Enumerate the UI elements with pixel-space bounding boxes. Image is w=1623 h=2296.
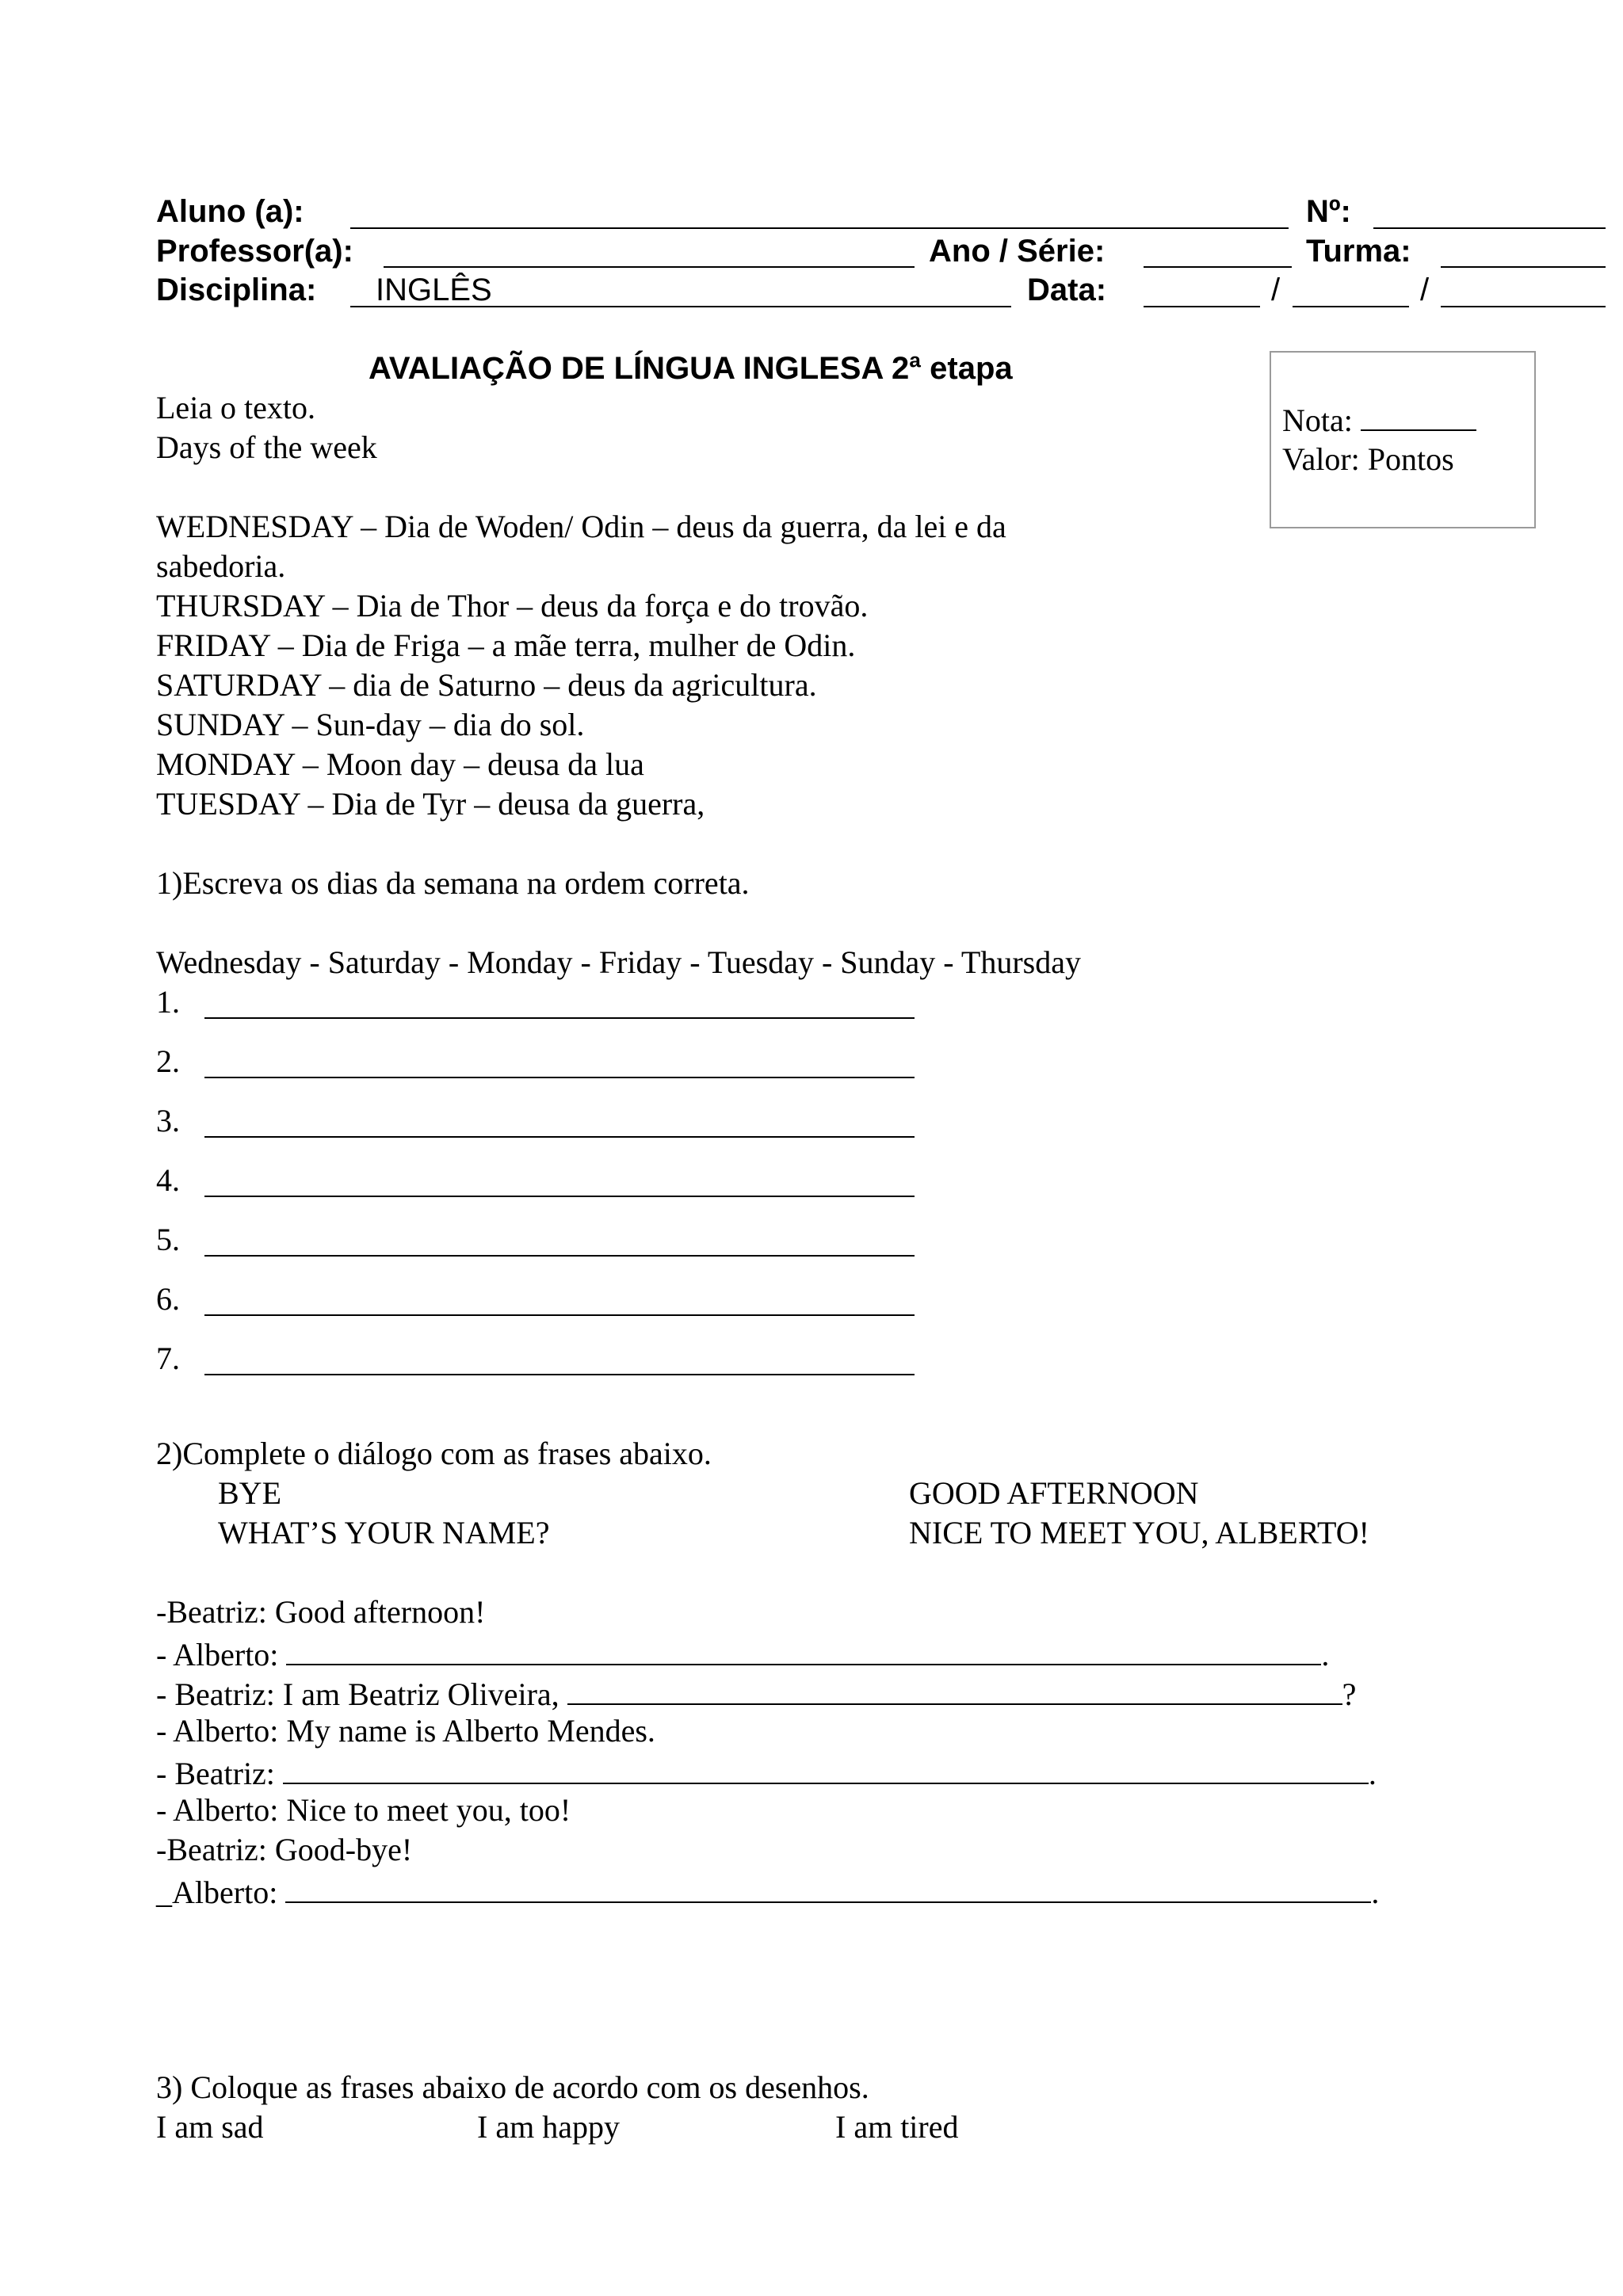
q1-answer-line[interactable] bbox=[204, 1374, 915, 1375]
dialogue-line: - Alberto: My name is Alberto Mendes. bbox=[156, 1713, 655, 1749]
disciplina-value: INGLÊS bbox=[376, 273, 492, 307]
dialogue-line bbox=[156, 1870, 1379, 1913]
days-text-line: WEDNESDAY – Dia de Woden/ Odin – deus da guerra, da lei e da bbox=[156, 509, 1006, 544]
q1-answer-line[interactable] bbox=[204, 1255, 915, 1257]
q1-number: 1. bbox=[156, 984, 180, 1020]
q1-number: 5. bbox=[156, 1222, 180, 1257]
ano-serie-field[interactable] bbox=[1144, 266, 1292, 268]
dialogue-speaker: - Beatriz: I am Beatriz Oliveira, bbox=[156, 1676, 567, 1712]
disciplina-label: Disciplina: bbox=[156, 273, 317, 307]
text-title: Days of the week bbox=[156, 429, 377, 465]
days-text-line: sabedoria. bbox=[156, 548, 286, 584]
days-text-line: SUNDAY – Sun-day – dia do sol. bbox=[156, 707, 585, 742]
date-day-field[interactable] bbox=[1144, 306, 1260, 307]
dialogue-line: - Alberto: Nice to meet you, too! bbox=[156, 1792, 571, 1828]
aluno-field[interactable] bbox=[350, 227, 1289, 229]
dialogue-speaker: - Beatriz: bbox=[156, 1756, 283, 1791]
days-text bbox=[156, 507, 1006, 824]
q1-number: 3. bbox=[156, 1103, 180, 1138]
days-text-line: SATURDAY – dia de Saturno – deus da agricultura. bbox=[156, 667, 817, 703]
turma-label: Turma: bbox=[1306, 234, 1411, 269]
date-separator: / bbox=[1271, 273, 1281, 307]
days-text-line: THURSDAY – Dia de Thor – deus da força e do trovão. bbox=[156, 588, 869, 624]
ano-serie-label: Ano / Série: bbox=[929, 234, 1106, 269]
nota-field[interactable] bbox=[1361, 402, 1476, 431]
q1-word-list: Wednesday - Saturday - Monday - Friday - Tuesday - Sunday - Thursday bbox=[156, 944, 1081, 980]
instruction: Leia o texto. bbox=[156, 390, 316, 425]
q2-option: GOOD AFTERNOON bbox=[909, 1475, 1199, 1511]
q2-option: WHAT’S YOUR NAME? bbox=[218, 1515, 550, 1550]
nota-label: Nota: bbox=[1282, 402, 1353, 438]
q1-number: 6. bbox=[156, 1281, 180, 1317]
q3-option: I am tired bbox=[835, 2109, 959, 2145]
q1-answer-line[interactable] bbox=[204, 1314, 915, 1316]
dialogue-speaker: - Alberto: bbox=[156, 1637, 287, 1672]
dialogue-line bbox=[156, 1751, 1377, 1794]
date-separator: / bbox=[1420, 273, 1430, 307]
q3-prompt: 3) Coloque as frases abaixo de acordo com os desenhos. bbox=[156, 2069, 869, 2105]
professor-label: Professor(a): bbox=[156, 234, 353, 269]
numero-label: Nº: bbox=[1306, 194, 1351, 229]
aluno-label: Aluno (a): bbox=[156, 194, 304, 229]
days-text-line: FRIDAY – Dia de Friga – a mãe terra, mulher de Odin. bbox=[156, 627, 856, 663]
dialogue-answer-line[interactable] bbox=[283, 1751, 1369, 1784]
q1-answer-line[interactable] bbox=[204, 1077, 915, 1078]
valor-label: Valor: Pontos bbox=[1282, 441, 1454, 477]
q2-option: BYE bbox=[218, 1475, 281, 1511]
dialogue-answer-line[interactable] bbox=[286, 1632, 1321, 1665]
dialogue-punct: . bbox=[1371, 1875, 1380, 1910]
q3-option: I am sad bbox=[156, 2109, 264, 2145]
professor-field[interactable] bbox=[384, 266, 915, 268]
q2-option: NICE TO MEET YOU, ALBERTO! bbox=[909, 1515, 1369, 1550]
dialogue-punct: . bbox=[1368, 1756, 1377, 1791]
days-text-line: TUESDAY – Dia de Tyr – deusa da guerra, bbox=[156, 786, 705, 822]
grade-box bbox=[1270, 351, 1536, 528]
dialogue-line bbox=[156, 1672, 1356, 1714]
dialogue-punct: . bbox=[1321, 1637, 1330, 1672]
q2-prompt: 2)Complete o diálogo com as frases abaixo. bbox=[156, 1436, 712, 1471]
q1-answer-line[interactable] bbox=[204, 1017, 915, 1019]
q1-answer-line[interactable] bbox=[204, 1196, 915, 1197]
date-year-field[interactable] bbox=[1441, 306, 1606, 307]
q1-prompt: 1)Escreva os dias da semana na ordem correta. bbox=[156, 865, 750, 901]
q1-number: 2. bbox=[156, 1043, 180, 1079]
q1-number: 7. bbox=[156, 1341, 180, 1376]
dialogue-speaker: _Alberto: bbox=[156, 1875, 286, 1910]
dialogue-answer-line[interactable] bbox=[567, 1672, 1342, 1705]
q1-answer-line[interactable] bbox=[204, 1136, 915, 1138]
dialogue-punct: ? bbox=[1342, 1676, 1357, 1712]
page-title: AVALIAÇÃO DE LÍNGUA INGLESA 2ª etapa bbox=[369, 351, 1013, 386]
dialogue-answer-line[interactable] bbox=[285, 1870, 1371, 1903]
days-text-line: MONDAY – Moon day – deusa da lua bbox=[156, 746, 644, 782]
turma-field[interactable] bbox=[1441, 266, 1606, 268]
q1-number: 4. bbox=[156, 1162, 180, 1198]
data-label: Data: bbox=[1027, 273, 1107, 307]
numero-field[interactable] bbox=[1373, 227, 1606, 229]
dialogue-line: -Beatriz: Good-bye! bbox=[156, 1832, 413, 1867]
date-month-field[interactable] bbox=[1293, 306, 1409, 307]
dialogue-line: -Beatriz: Good afternoon! bbox=[156, 1594, 486, 1630]
dialogue-line bbox=[156, 1632, 1329, 1675]
q3-option: I am happy bbox=[477, 2109, 620, 2145]
